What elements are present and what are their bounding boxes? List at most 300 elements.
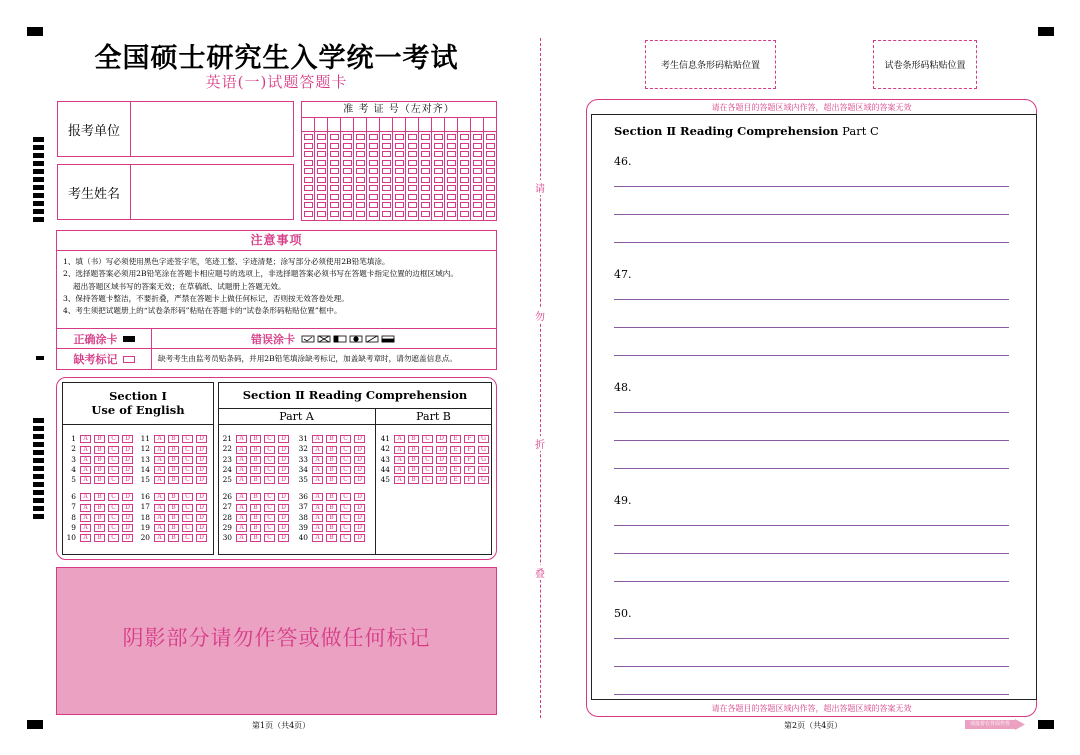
answer-option-b[interactable]: B	[326, 476, 337, 484]
answer-option-c[interactable]: C	[264, 435, 275, 443]
admission-bubble[interactable]	[304, 202, 313, 208]
admission-bubble[interactable]	[343, 211, 352, 217]
answer-option-f[interactable]: F	[464, 435, 475, 443]
admission-bubble[interactable]	[382, 194, 391, 200]
answer-option-e[interactable]: E	[450, 435, 461, 443]
answer-option-a[interactable]: A	[80, 435, 91, 443]
admission-bubble[interactable]	[317, 202, 326, 208]
answer-option-a[interactable]: A	[312, 504, 323, 512]
admission-bubble[interactable]	[447, 143, 456, 149]
admission-bubble[interactable]	[356, 151, 365, 157]
answer-option-d[interactable]: D	[196, 466, 207, 474]
answer-option-e[interactable]: E	[450, 446, 461, 454]
admission-digit-cell[interactable]	[302, 117, 314, 132]
answer-option-b[interactable]: B	[168, 476, 179, 484]
answer-option-b[interactable]: B	[408, 446, 419, 454]
answer-option-d[interactable]: D	[354, 524, 365, 532]
answer-option-f[interactable]: F	[464, 456, 475, 464]
answer-option-a[interactable]: A	[80, 466, 91, 474]
admission-bubble[interactable]	[395, 151, 404, 157]
answer-option-b[interactable]: B	[326, 534, 337, 542]
admission-bubble[interactable]	[408, 202, 417, 208]
admission-bubble[interactable]	[434, 160, 443, 166]
admission-bubble[interactable]	[369, 202, 378, 208]
admission-bubble[interactable]	[447, 202, 456, 208]
admission-bubble[interactable]	[382, 202, 391, 208]
answer-option-d[interactable]: D	[278, 456, 289, 464]
answer-option-a[interactable]: A	[312, 534, 323, 542]
answer-option-a[interactable]: A	[394, 476, 405, 484]
admission-bubble[interactable]	[434, 177, 443, 183]
admission-bubble[interactable]	[408, 185, 417, 191]
answer-option-b[interactable]: B	[94, 514, 105, 522]
answer-line[interactable]	[614, 412, 1009, 413]
answer-option-a[interactable]: A	[154, 476, 165, 484]
answer-option-d[interactable]: D	[278, 514, 289, 522]
answer-option-d[interactable]: D	[122, 493, 133, 501]
answer-option-b[interactable]: B	[326, 493, 337, 501]
answer-option-b[interactable]: B	[94, 476, 105, 484]
answer-option-c[interactable]: C	[340, 534, 351, 542]
answer-option-b[interactable]: B	[250, 476, 261, 484]
answer-option-b[interactable]: B	[250, 524, 261, 532]
answer-option-b[interactable]: B	[168, 435, 179, 443]
answer-option-a[interactable]: A	[80, 514, 91, 522]
admission-bubble[interactable]	[330, 194, 339, 200]
admission-bubble[interactable]	[421, 134, 430, 140]
answer-option-a[interactable]: A	[80, 534, 91, 542]
answer-option-a[interactable]: A	[154, 435, 165, 443]
answer-option-c[interactable]: C	[340, 524, 351, 532]
admission-bubble[interactable]	[460, 160, 469, 166]
answer-option-d[interactable]: D	[354, 476, 365, 484]
answer-line[interactable]	[614, 327, 1009, 328]
answer-option-c[interactable]: C	[264, 466, 275, 474]
answer-option-b[interactable]: B	[168, 446, 179, 454]
answer-option-d[interactable]: D	[196, 534, 207, 542]
answer-option-d[interactable]: D	[354, 456, 365, 464]
admission-bubble[interactable]	[356, 168, 365, 174]
admission-bubble[interactable]	[421, 143, 430, 149]
answer-option-g[interactable]: G	[478, 435, 489, 443]
answer-option-b[interactable]: B	[408, 435, 419, 443]
answer-option-e[interactable]: E	[450, 456, 461, 464]
answer-option-d[interactable]: D	[354, 514, 365, 522]
answer-option-a[interactable]: A	[154, 524, 165, 532]
answer-option-c[interactable]: C	[264, 504, 275, 512]
answer-option-b[interactable]: B	[408, 456, 419, 464]
answer-line[interactable]	[614, 666, 1009, 667]
admission-bubble[interactable]	[382, 168, 391, 174]
admission-bubble[interactable]	[473, 185, 482, 191]
answer-option-a[interactable]: A	[154, 514, 165, 522]
answer-option-a[interactable]: A	[312, 476, 323, 484]
answer-option-c[interactable]: C	[182, 435, 193, 443]
admission-bubble[interactable]	[447, 177, 456, 183]
admission-bubble[interactable]	[343, 185, 352, 191]
admission-bubble[interactable]	[421, 211, 430, 217]
answer-option-a[interactable]: A	[154, 446, 165, 454]
admission-bubble[interactable]	[473, 151, 482, 157]
answer-option-d[interactable]: D	[354, 534, 365, 542]
admission-bubble[interactable]	[369, 151, 378, 157]
admission-bubble[interactable]	[330, 185, 339, 191]
answer-option-c[interactable]: C	[340, 476, 351, 484]
admission-bubble[interactable]	[473, 160, 482, 166]
admission-bubble[interactable]	[421, 194, 430, 200]
admission-bubble[interactable]	[434, 185, 443, 191]
admission-bubble[interactable]	[343, 168, 352, 174]
answer-option-c[interactable]: C	[108, 435, 119, 443]
answer-option-a[interactable]: A	[236, 446, 247, 454]
admission-bubble[interactable]	[382, 211, 391, 217]
admission-bubble[interactable]	[460, 168, 469, 174]
answer-option-b[interactable]: B	[326, 504, 337, 512]
admission-bubble[interactable]	[447, 185, 456, 191]
answer-option-d[interactable]: D	[196, 476, 207, 484]
admission-bubble[interactable]	[317, 177, 326, 183]
admission-bubble[interactable]	[460, 185, 469, 191]
answer-option-c[interactable]: C	[340, 446, 351, 454]
answer-option-c[interactable]: C	[182, 493, 193, 501]
answer-option-b[interactable]: B	[408, 476, 419, 484]
admission-bubble[interactable]	[447, 168, 456, 174]
admission-bubble[interactable]	[434, 211, 443, 217]
answer-option-b[interactable]: B	[168, 514, 179, 522]
admission-bubble[interactable]	[317, 151, 326, 157]
admission-bubble[interactable]	[395, 134, 404, 140]
answer-option-c[interactable]: C	[182, 466, 193, 474]
answer-option-a[interactable]: A	[394, 446, 405, 454]
answer-option-b[interactable]: B	[326, 524, 337, 532]
admission-bubble[interactable]	[473, 177, 482, 183]
admission-bubble[interactable]	[447, 211, 456, 217]
answer-option-b[interactable]: B	[326, 446, 337, 454]
admission-bubble[interactable]	[369, 211, 378, 217]
admission-bubble[interactable]	[317, 160, 326, 166]
answer-option-d[interactable]: D	[196, 446, 207, 454]
answer-option-c[interactable]: C	[422, 446, 433, 454]
answer-option-a[interactable]: A	[236, 435, 247, 443]
answer-option-a[interactable]: A	[236, 493, 247, 501]
admission-bubble[interactable]	[304, 194, 313, 200]
admission-digit-cell[interactable]	[367, 117, 379, 132]
admission-digit-cell[interactable]	[471, 117, 483, 132]
admission-bubble[interactable]	[369, 160, 378, 166]
answer-option-c[interactable]: C	[264, 493, 275, 501]
answer-option-d[interactable]: D	[436, 435, 447, 443]
admission-bubble[interactable]	[369, 168, 378, 174]
answer-option-b[interactable]: B	[250, 493, 261, 501]
answer-option-d[interactable]: D	[196, 456, 207, 464]
answer-line[interactable]	[614, 468, 1009, 469]
admission-bubble[interactable]	[343, 177, 352, 183]
admission-bubble[interactable]	[317, 143, 326, 149]
answer-option-c[interactable]: C	[108, 504, 119, 512]
admission-bubble[interactable]	[382, 185, 391, 191]
answer-option-a[interactable]: A	[236, 534, 247, 542]
answer-option-g[interactable]: G	[478, 456, 489, 464]
admission-bubble[interactable]	[421, 168, 430, 174]
admission-bubble[interactable]	[460, 143, 469, 149]
answer-option-c[interactable]: C	[182, 524, 193, 532]
answer-option-g[interactable]: G	[478, 446, 489, 454]
answer-option-a[interactable]: A	[80, 504, 91, 512]
admission-bubble[interactable]	[460, 151, 469, 157]
admission-bubble[interactable]	[408, 177, 417, 183]
answer-option-d[interactable]: D	[354, 493, 365, 501]
admission-bubble[interactable]	[486, 134, 495, 140]
answer-option-f[interactable]: F	[464, 466, 475, 474]
admission-bubble[interactable]	[356, 194, 365, 200]
admission-bubble[interactable]	[304, 211, 313, 217]
answer-option-d[interactable]: D	[354, 504, 365, 512]
admission-bubble[interactable]	[473, 168, 482, 174]
answer-option-c[interactable]: C	[340, 493, 351, 501]
admission-digit-cell[interactable]	[393, 117, 405, 132]
answer-option-f[interactable]: F	[464, 446, 475, 454]
admission-bubble[interactable]	[343, 194, 352, 200]
admission-bubble[interactable]	[421, 202, 430, 208]
admission-bubble[interactable]	[343, 202, 352, 208]
answer-option-d[interactable]: D	[278, 446, 289, 454]
answer-option-c[interactable]: C	[340, 466, 351, 474]
answer-option-a[interactable]: A	[394, 435, 405, 443]
admission-bubble[interactable]	[460, 134, 469, 140]
name-field[interactable]	[57, 164, 294, 220]
admission-bubble[interactable]	[369, 194, 378, 200]
admission-bubble[interactable]	[421, 151, 430, 157]
answer-option-c[interactable]: C	[182, 534, 193, 542]
answer-option-c[interactable]: C	[108, 493, 119, 501]
answer-option-a[interactable]: A	[312, 446, 323, 454]
admission-bubble[interactable]	[408, 151, 417, 157]
answer-option-b[interactable]: B	[250, 446, 261, 454]
answer-option-c[interactable]: C	[422, 466, 433, 474]
admission-bubble[interactable]	[343, 134, 352, 140]
answer-line[interactable]	[614, 242, 1009, 243]
admission-digit-cell[interactable]	[484, 117, 496, 132]
answer-option-c[interactable]: C	[182, 446, 193, 454]
answer-option-a[interactable]: A	[154, 534, 165, 542]
admission-bubble[interactable]	[408, 160, 417, 166]
admission-bubble[interactable]	[473, 202, 482, 208]
answer-option-b[interactable]: B	[408, 466, 419, 474]
admission-bubble[interactable]	[304, 160, 313, 166]
answer-option-b[interactable]: B	[250, 466, 261, 474]
answer-line[interactable]	[614, 553, 1009, 554]
unit-field[interactable]	[57, 101, 294, 157]
admission-bubble[interactable]	[434, 168, 443, 174]
answer-line[interactable]	[614, 525, 1009, 526]
admission-digit-cell[interactable]	[341, 117, 353, 132]
answer-option-c[interactable]: C	[340, 456, 351, 464]
answer-option-c[interactable]: C	[182, 514, 193, 522]
answer-option-a[interactable]: A	[312, 524, 323, 532]
answer-option-c[interactable]: C	[422, 456, 433, 464]
answer-option-b[interactable]: B	[94, 524, 105, 532]
admission-bubble[interactable]	[330, 202, 339, 208]
answer-option-a[interactable]: A	[154, 456, 165, 464]
admission-bubble[interactable]	[434, 143, 443, 149]
admission-bubble[interactable]	[395, 160, 404, 166]
answer-option-a[interactable]: A	[236, 456, 247, 464]
admission-bubble[interactable]	[369, 177, 378, 183]
answer-option-b[interactable]: B	[94, 534, 105, 542]
answer-option-d[interactable]: D	[122, 446, 133, 454]
answer-option-a[interactable]: A	[80, 493, 91, 501]
answer-option-d[interactable]: D	[122, 524, 133, 532]
admission-bubble[interactable]	[421, 160, 430, 166]
admission-bubble[interactable]	[447, 134, 456, 140]
admission-bubble[interactable]	[486, 202, 495, 208]
answer-line[interactable]	[614, 581, 1009, 582]
unit-input-area[interactable]	[131, 102, 293, 156]
name-input-area[interactable]	[131, 165, 293, 219]
admission-bubble[interactable]	[421, 177, 430, 183]
admission-bubble[interactable]	[304, 185, 313, 191]
admission-digit-cell[interactable]	[315, 117, 327, 132]
admission-bubble[interactable]	[408, 143, 417, 149]
answer-option-b[interactable]: B	[168, 534, 179, 542]
answer-option-c[interactable]: C	[422, 476, 433, 484]
answer-option-a[interactable]: A	[80, 524, 91, 532]
answer-option-d[interactable]: D	[436, 446, 447, 454]
admission-bubble[interactable]	[395, 211, 404, 217]
answer-line[interactable]	[614, 694, 1009, 695]
admission-bubble[interactable]	[317, 211, 326, 217]
answer-option-a[interactable]: A	[236, 524, 247, 532]
answer-option-d[interactable]: D	[196, 524, 207, 532]
admission-digit-cell[interactable]	[406, 117, 418, 132]
answer-option-c[interactable]: C	[108, 466, 119, 474]
answer-option-d[interactable]: D	[354, 466, 365, 474]
answer-option-d[interactable]: D	[122, 466, 133, 474]
admission-bubble[interactable]	[317, 185, 326, 191]
answer-option-b[interactable]: B	[250, 514, 261, 522]
answer-option-d[interactable]: D	[196, 504, 207, 512]
admission-bubble[interactable]	[395, 202, 404, 208]
answer-option-d[interactable]: D	[196, 514, 207, 522]
answer-option-c[interactable]: C	[264, 514, 275, 522]
admission-bubble[interactable]	[330, 211, 339, 217]
answer-option-d[interactable]: D	[122, 534, 133, 542]
admission-digit-cell[interactable]	[328, 117, 340, 132]
answer-line[interactable]	[614, 214, 1009, 215]
admission-bubble[interactable]	[356, 211, 365, 217]
admission-bubble[interactable]	[486, 160, 495, 166]
answer-option-b[interactable]: B	[326, 466, 337, 474]
answer-option-a[interactable]: A	[394, 466, 405, 474]
admission-bubble[interactable]	[473, 211, 482, 217]
answer-option-e[interactable]: E	[450, 466, 461, 474]
answer-option-c[interactable]: C	[108, 514, 119, 522]
admission-bubble[interactable]	[369, 143, 378, 149]
admission-bubble[interactable]	[343, 151, 352, 157]
admission-bubble[interactable]	[317, 168, 326, 174]
answer-option-c[interactable]: C	[108, 446, 119, 454]
answer-option-a[interactable]: A	[80, 456, 91, 464]
answer-option-b[interactable]: B	[94, 446, 105, 454]
admission-bubble[interactable]	[486, 143, 495, 149]
admission-bubble[interactable]	[473, 134, 482, 140]
answer-option-b[interactable]: B	[94, 456, 105, 464]
answer-option-c[interactable]: C	[182, 504, 193, 512]
answer-option-d[interactable]: D	[354, 435, 365, 443]
answer-option-c[interactable]: C	[340, 435, 351, 443]
answer-option-d[interactable]: D	[122, 456, 133, 464]
answer-option-b[interactable]: B	[326, 435, 337, 443]
answer-option-d[interactable]: D	[354, 446, 365, 454]
answer-option-d[interactable]: D	[278, 466, 289, 474]
answer-option-c[interactable]: C	[264, 524, 275, 532]
answer-option-a[interactable]: A	[312, 466, 323, 474]
answer-option-a[interactable]: A	[236, 466, 247, 474]
admission-bubble[interactable]	[434, 202, 443, 208]
admission-bubble[interactable]	[382, 143, 391, 149]
admission-bubble[interactable]	[447, 160, 456, 166]
admission-bubble[interactable]	[460, 202, 469, 208]
admission-bubble[interactable]	[408, 194, 417, 200]
admission-bubble[interactable]	[343, 160, 352, 166]
answer-option-d[interactable]: D	[122, 435, 133, 443]
answer-option-b[interactable]: B	[168, 493, 179, 501]
answer-option-a[interactable]: A	[154, 466, 165, 474]
admission-bubble[interactable]	[434, 134, 443, 140]
admission-bubble[interactable]	[434, 151, 443, 157]
admission-bubble[interactable]	[382, 134, 391, 140]
answer-line[interactable]	[614, 186, 1009, 187]
answer-option-b[interactable]: B	[250, 534, 261, 542]
admission-bubble[interactable]	[486, 151, 495, 157]
admission-bubble[interactable]	[447, 151, 456, 157]
admission-bubble[interactable]	[395, 185, 404, 191]
admission-bubble[interactable]	[343, 143, 352, 149]
answer-option-a[interactable]: A	[80, 446, 91, 454]
answer-option-c[interactable]: C	[108, 524, 119, 532]
answer-option-b[interactable]: B	[250, 435, 261, 443]
answer-option-d[interactable]: D	[122, 476, 133, 484]
answer-option-c[interactable]: C	[264, 446, 275, 454]
answer-option-b[interactable]: B	[168, 456, 179, 464]
answer-option-e[interactable]: E	[450, 476, 461, 484]
answer-line[interactable]	[614, 440, 1009, 441]
admission-bubble[interactable]	[356, 143, 365, 149]
admission-bubble[interactable]	[382, 160, 391, 166]
answer-option-d[interactable]: D	[436, 466, 447, 474]
admission-bubble[interactable]	[382, 151, 391, 157]
admission-bubble[interactable]	[421, 185, 430, 191]
admission-bubble[interactable]	[356, 202, 365, 208]
admission-bubble[interactable]	[447, 194, 456, 200]
answer-option-b[interactable]: B	[94, 466, 105, 474]
admission-bubble[interactable]	[356, 160, 365, 166]
answer-option-a[interactable]: A	[80, 476, 91, 484]
admission-bubble[interactable]	[330, 160, 339, 166]
absent-box-icon[interactable]	[123, 356, 135, 363]
admission-bubble[interactable]	[460, 211, 469, 217]
answer-option-d[interactable]: D	[278, 435, 289, 443]
answer-line[interactable]	[614, 355, 1009, 356]
answer-option-c[interactable]: C	[340, 514, 351, 522]
answer-option-f[interactable]: F	[464, 476, 475, 484]
answer-option-d[interactable]: D	[278, 534, 289, 542]
answer-option-c[interactable]: C	[422, 435, 433, 443]
answer-option-b[interactable]: B	[94, 504, 105, 512]
answer-option-d[interactable]: D	[278, 493, 289, 501]
admission-bubble[interactable]	[356, 185, 365, 191]
answer-option-b[interactable]: B	[168, 504, 179, 512]
